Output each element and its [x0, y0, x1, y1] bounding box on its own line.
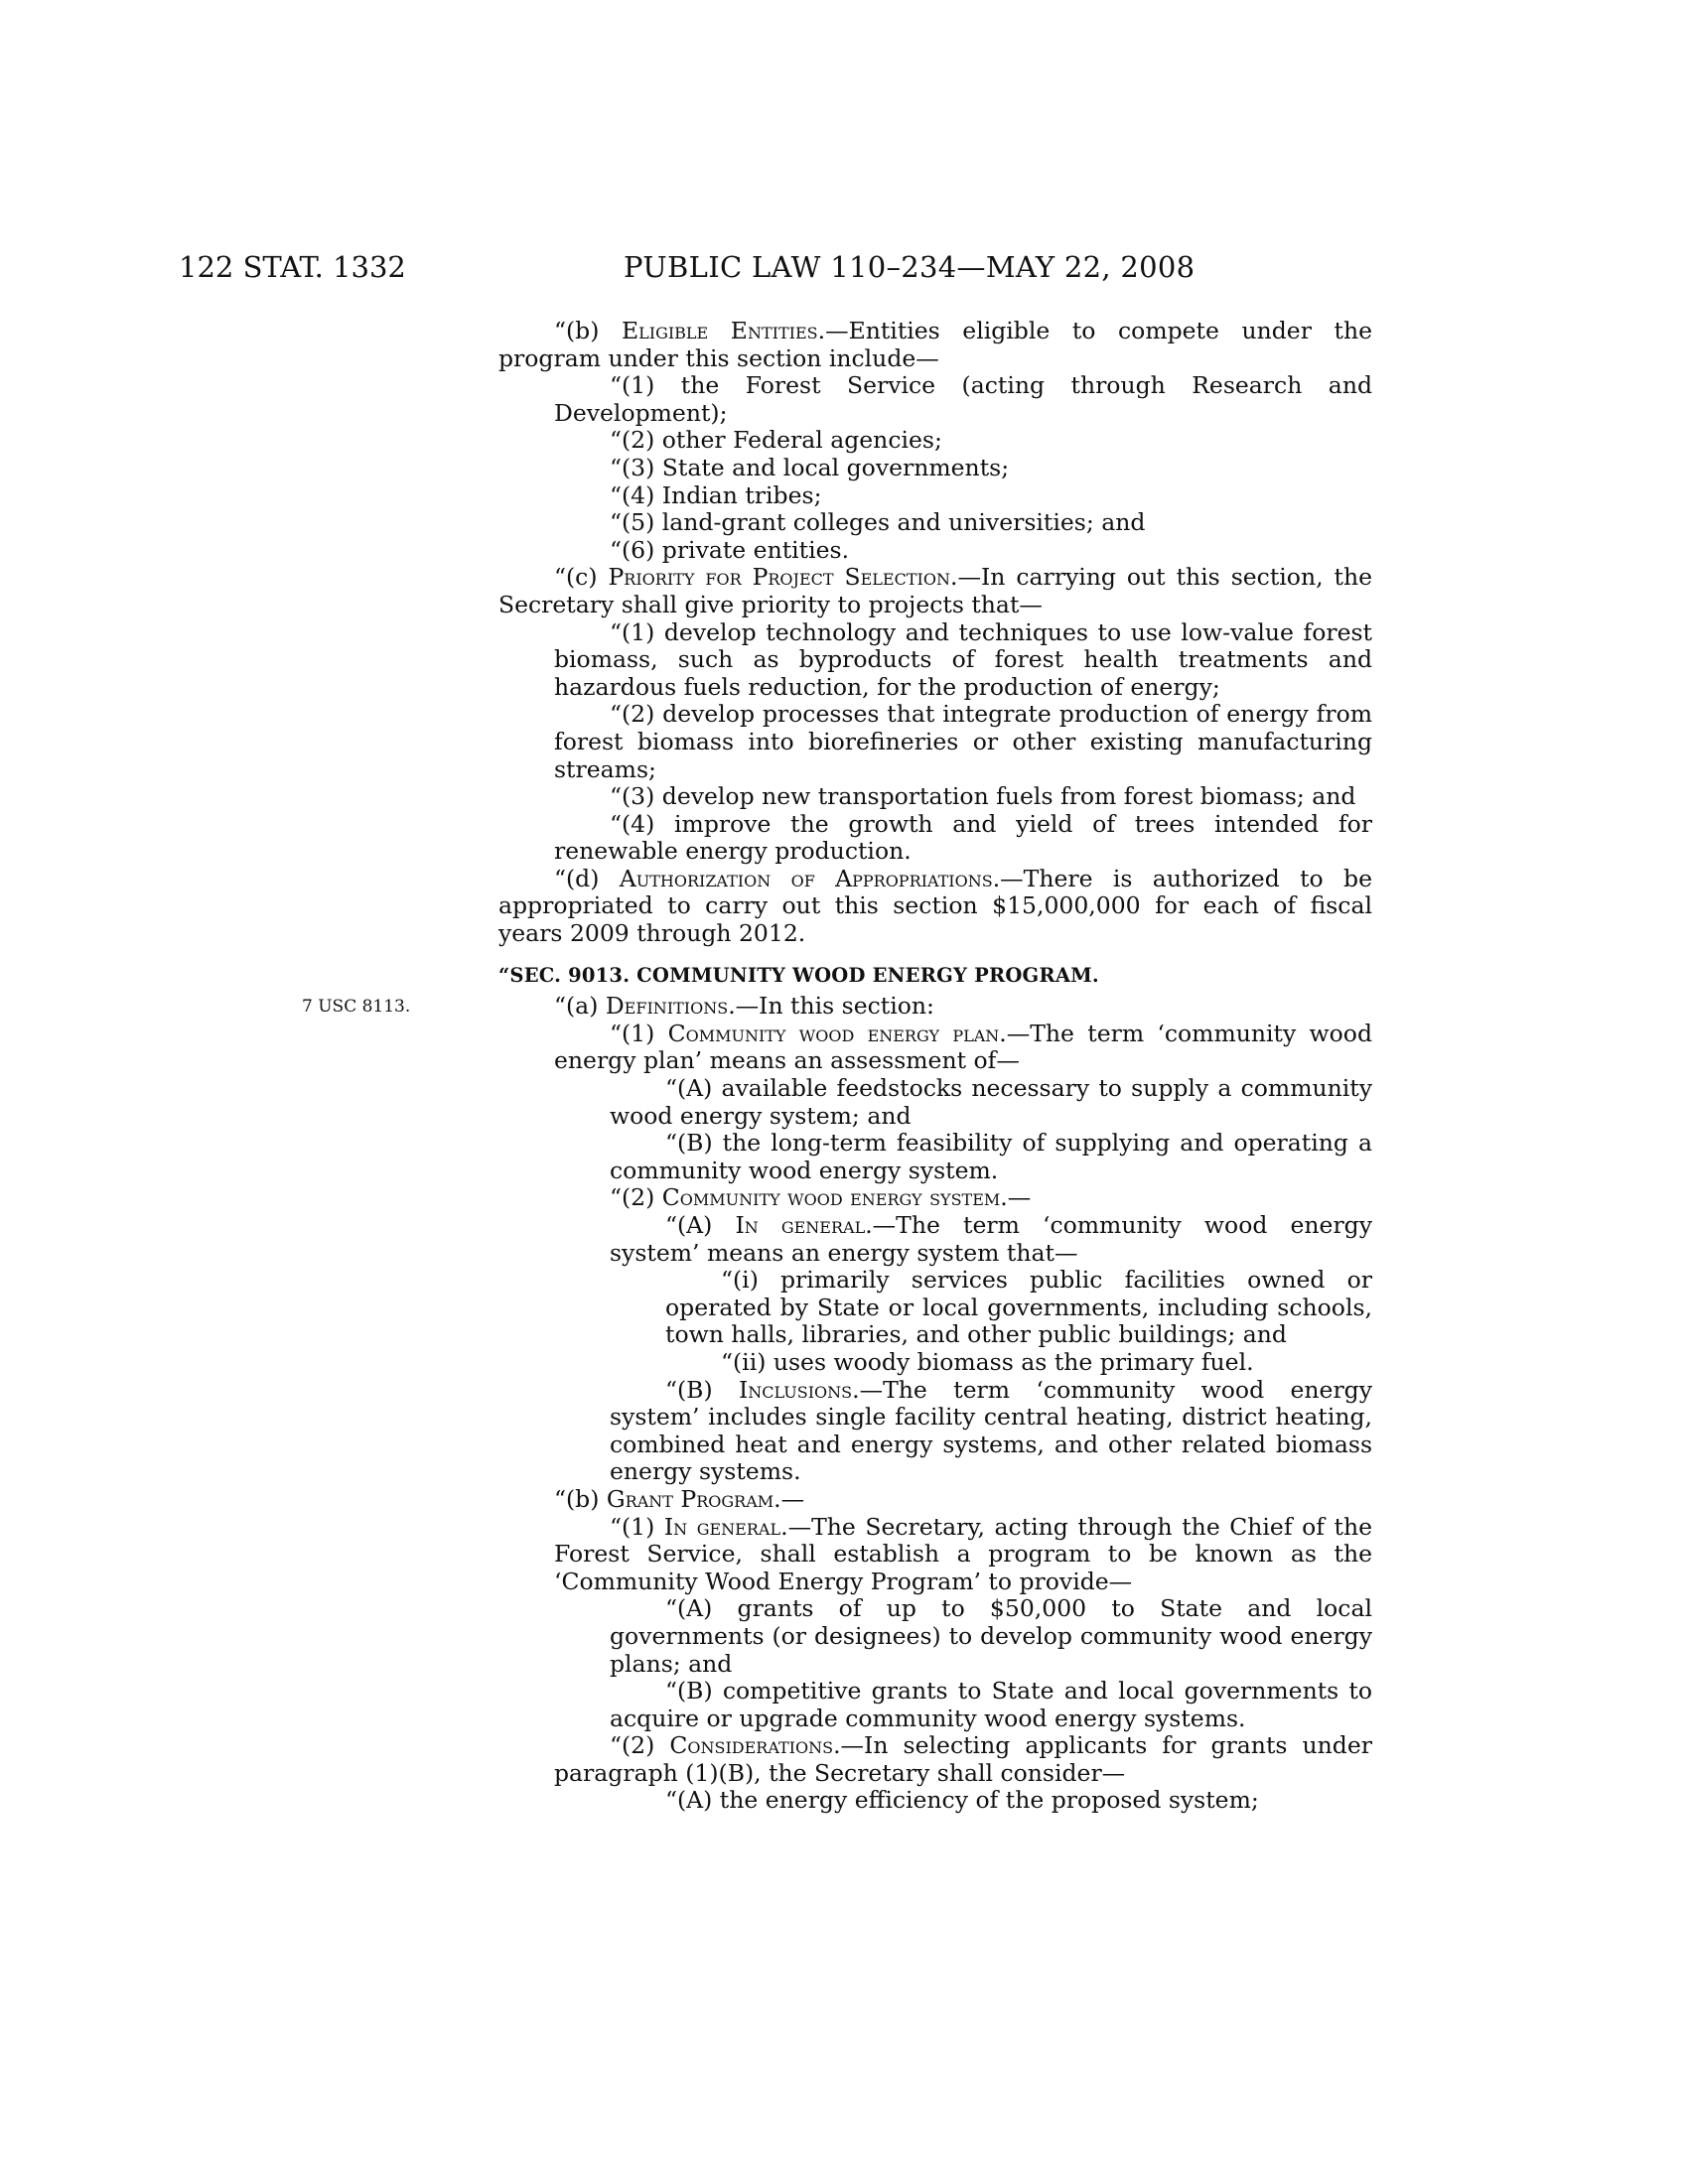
grant-program-considerations: “(2) Considerations.—In selecting applicants for grants under paragraph (1)(B), the Secretary shall consider— [554, 1731, 1372, 1787]
section-heading: “SEC. 9013. COMMUNITY WOOD ENERGY PROGRAM. [498, 963, 1099, 987]
list-item: “(2) other Federal agencies; [610, 426, 942, 455]
list-item: “(A) available feedstocks necessary to supply a community wood energy system; and [610, 1074, 1372, 1130]
paragraph-a-definitions: “(a) Definitions.—In this section: [554, 992, 934, 1021]
definition-system-general: “(A) In general.—The term ‘community wood energy system’ means an energy system that— [610, 1211, 1372, 1267]
definition-system: “(2) Community wood energy system.— [610, 1183, 1032, 1212]
list-item: “(5) land-grant colleges and universities; and [610, 508, 1146, 537]
usc-citation-margin-note: 7 USC 8113. [302, 997, 411, 1017]
paragraph-c-priority: “(c) Priority for Project Selection.—In carrying out this section, the Secretary shall give priority to projects that— [498, 563, 1372, 618]
list-item: “(A) the energy efficiency of the proposed system; [665, 1786, 1259, 1815]
page-header [179, 250, 1430, 290]
list-item: “(3) State and local governments; [610, 453, 1010, 481]
list-item: “(2) develop processes that integrate production of energy from forest biomass into biorefineries or other existing manufacturing streams; [554, 700, 1372, 783]
list-item: “(4) Indian tribes; [610, 480, 822, 509]
list-item: “(1) the Forest Service (acting through Research and Development); [554, 371, 1372, 427]
list-item: “(B) competitive grants to State and local governments to acquire or upgrade community wood energy systems. [610, 1677, 1372, 1732]
paragraph-b-eligible-entities: “(b) Eligible Entities.—Entities eligible to compete under the program under this section include— [498, 317, 1372, 372]
list-item: “(6) private entities. [610, 535, 850, 564]
statute-body [498, 318, 1372, 1815]
list-item: “(3) develop new transportation fuels from forest biomass; and [610, 782, 1356, 811]
list-item: “(ii) uses woody biomass as the primary fuel. [721, 1347, 1254, 1376]
definition-system-inclusions: “(B) Inclusions.—The term ‘community wood energy system’ includes single facility central heating, district heating, combined heat and energy systems, and other related biomass energy systems. [610, 1375, 1372, 1486]
list-item: “(1) develop technology and techniques to use low-value forest biomass, such as byproducts of forest health treatments and hazardous fuels reduction, for the production of energy; [554, 617, 1372, 701]
definition-plan: “(1) Community wood energy plan.—The term ‘community wood energy plan’ means an assessment of— [554, 1019, 1372, 1075]
paragraph-b-grant-program: “(b) Grant Program.— [554, 1484, 805, 1513]
list-item: “(i) primarily services public facilities owned or operated by State or local governments, including schools, town halls, libraries, and other public buildings; and [665, 1266, 1372, 1349]
public-law-title: PUBLIC LAW 110–234—MAY 22, 2008 [624, 250, 1196, 284]
statute-page-number: 122 STAT. 1332 [179, 250, 406, 284]
list-item: “(4) improve the growth and yield of trees intended for renewable energy production. [554, 809, 1372, 866]
paragraph-d-authorization: “(d) Authorization of Appropriations.—There is authorized to be appropriated to carry out this section $15,000,000 for each of fiscal years 2009 through 2012. [498, 864, 1372, 948]
list-item: “(A) grants of up to $50,000 to State and local governments (or designees) to develop community wood energy plans; and [610, 1594, 1372, 1678]
list-item: “(B) the long-term feasibility of supplying and operating a community wood energy system. [610, 1129, 1372, 1184]
grant-program-general: “(1) In general.—The Secretary, acting through the Chief of the Forest Service, shall establish a program to be known as the ‘Community Wood Energy Program’ to provide— [554, 1512, 1372, 1595]
